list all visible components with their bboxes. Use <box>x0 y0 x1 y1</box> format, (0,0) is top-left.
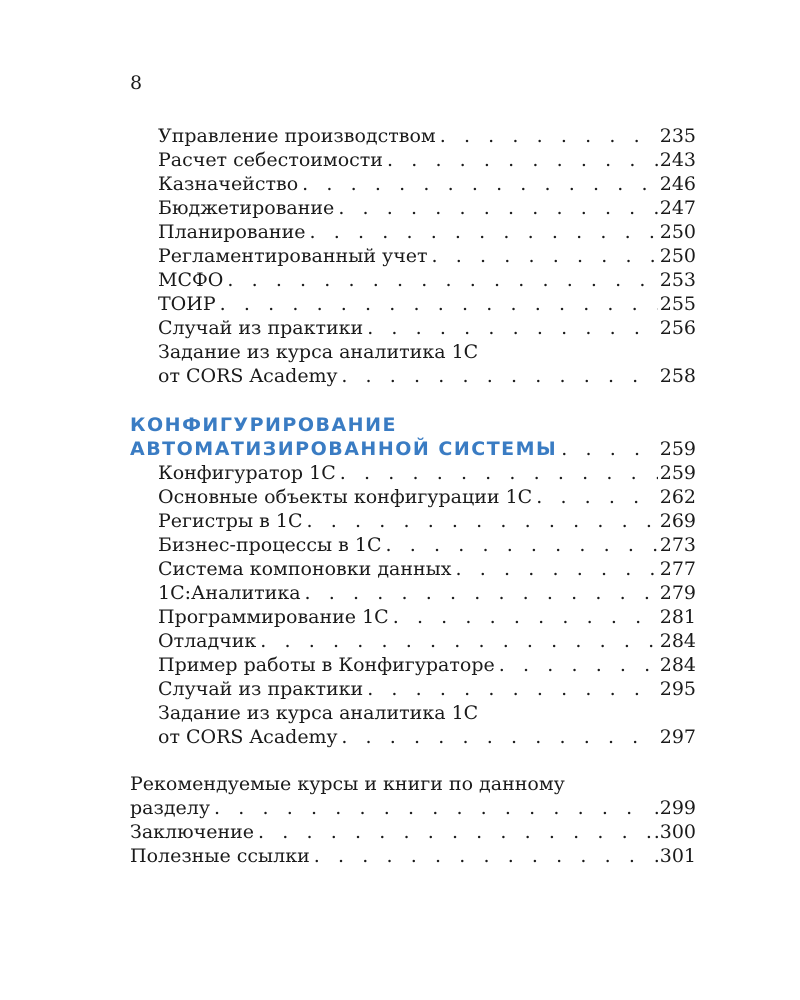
dot-leader <box>223 268 657 292</box>
toc-entry[interactable] <box>158 292 696 316</box>
toc-entry-title: Регистры в 1С <box>158 510 303 532</box>
section-heading-line1: КОНФИГУРИРОВАНИЕ <box>130 414 397 436</box>
toc-entry-page: 258 <box>659 365 696 387</box>
toc-entry[interactable] <box>158 148 696 172</box>
toc-entry[interactable] <box>158 485 696 509</box>
section-heading-line2: АВТОМАТИЗИРОВАННОЙ СИСТЕМЫ <box>130 438 558 460</box>
toc-entry-title: Отладчик <box>158 630 257 652</box>
toc-entry-page: 277 <box>659 558 696 580</box>
toc-entry-page: 295 <box>659 678 696 700</box>
dot-leader <box>336 461 658 485</box>
toc-entry-title: МСФО <box>158 269 224 291</box>
toc-entry-page: 297 <box>659 726 696 748</box>
toc-entry[interactable] <box>158 581 696 605</box>
toc-entry-title: Планирование <box>158 221 306 243</box>
toc-entry-page: 281 <box>659 606 696 628</box>
section-heading[interactable] <box>130 437 696 461</box>
toc-entry[interactable] <box>158 172 696 196</box>
dot-leader <box>495 653 658 677</box>
toc-entry[interactable] <box>158 629 696 653</box>
toc-entry-title: Случай из практики <box>158 317 364 339</box>
toc-entry[interactable] <box>158 220 696 244</box>
toc-group-2 <box>0 461 800 701</box>
dot-leader <box>532 485 658 509</box>
toc-entry-title: Управление производством <box>158 125 436 147</box>
dot-leader <box>306 220 658 244</box>
toc-entry[interactable] <box>158 364 696 388</box>
toc-entry-title: Бюджетирование <box>158 197 335 219</box>
toc-entry[interactable] <box>158 316 696 340</box>
toc-entry-title: от CORS Academy <box>158 726 338 748</box>
toc-entry-title: разделу <box>130 797 211 819</box>
dot-leader <box>256 629 657 653</box>
toc-entry-title: Основные объекты конфигурации 1С <box>158 486 533 508</box>
toc-entry-page: 247 <box>659 197 696 219</box>
dot-leader <box>216 292 658 316</box>
dot-leader <box>452 557 658 581</box>
toc-entry-recommended[interactable] <box>130 796 696 820</box>
dot-leader <box>310 844 652 868</box>
toc-entry-links[interactable] <box>130 844 696 868</box>
toc-entry-page: 269 <box>659 510 696 532</box>
dot-leader <box>436 124 658 148</box>
toc-entry[interactable] <box>158 533 696 557</box>
toc-entry[interactable] <box>158 725 696 749</box>
toc-entry-page: .299 <box>653 797 696 819</box>
toc-entry-title: Программирование 1С <box>158 606 389 628</box>
dot-leader <box>337 364 657 388</box>
dot-leader <box>298 172 658 196</box>
toc-entry-page: 259 <box>659 462 696 484</box>
dot-leader <box>363 316 658 340</box>
toc-entry-page: 256 <box>659 317 696 339</box>
toc-entry-title: Расчет себестоимости <box>158 149 383 171</box>
toc-entry-title: Полезные ссылки <box>130 845 310 867</box>
toc-entry-page: 273 <box>659 534 696 556</box>
toc-entry-title: от CORS Academy <box>158 365 338 387</box>
toc-entry[interactable] <box>158 557 696 581</box>
toc-entry[interactable] <box>158 268 696 292</box>
dot-leader <box>303 509 658 533</box>
toc-entry-page: 279 <box>659 582 696 604</box>
toc-entry[interactable] <box>158 196 696 220</box>
dot-leader <box>301 581 658 605</box>
toc-entry-page: 284 <box>659 630 696 652</box>
toc-entry[interactable] <box>158 677 696 701</box>
dot-leader <box>383 148 658 172</box>
toc-entry-title: Бизнес-процессы в 1С <box>158 534 382 556</box>
dot-leader <box>382 533 658 557</box>
dot-leader <box>254 820 652 844</box>
toc-entry-title-line1: Задание из курса аналитика 1С <box>158 341 479 363</box>
toc-entry[interactable] <box>158 653 696 677</box>
dot-leader <box>337 725 657 749</box>
toc-entry[interactable] <box>158 509 696 533</box>
toc-entry-page: 253 <box>659 269 696 291</box>
toc-entry[interactable] <box>158 124 696 148</box>
toc-entry-page: .300 <box>653 821 696 843</box>
toc-entry-page: 284 <box>659 654 696 676</box>
toc-entry-title: Пример работы в Конфигураторе <box>158 654 495 676</box>
toc-entry-title: Заключение <box>130 821 255 843</box>
toc-entry-page: 243 <box>659 149 696 171</box>
toc-entry-page: .301 <box>653 845 696 867</box>
toc-entry-title-line1: Задание из курса аналитика 1С <box>158 702 479 724</box>
toc-entry[interactable] <box>158 244 696 268</box>
dot-leader <box>334 196 657 220</box>
dot-leader <box>363 677 658 701</box>
toc-entry[interactable] <box>158 461 696 485</box>
toc-entry-title: Регламентированный учет <box>158 245 428 267</box>
toc-entry-page: 255 <box>659 293 696 315</box>
toc-entry-page: 250 <box>659 245 696 267</box>
toc-entry-page: 235 <box>659 125 696 147</box>
toc-entry-title-line1: Рекомендуемые курсы и книги по данному <box>130 773 565 795</box>
toc-entry-title: Казначейство <box>158 173 299 195</box>
section-heading-page: 259 <box>659 438 696 460</box>
toc-entry-title: Случай из практики <box>158 678 364 700</box>
toc-entry-page: 246 <box>659 173 696 195</box>
toc-entry[interactable] <box>158 605 696 629</box>
toc-entry-page: 250 <box>659 221 696 243</box>
dot-leader <box>557 437 658 461</box>
toc-entry-title: 1С:Аналитика <box>158 582 301 604</box>
toc-group-1 <box>0 124 800 340</box>
toc-entry-conclusion[interactable] <box>130 820 696 844</box>
table-of-contents <box>0 124 800 868</box>
dot-leader <box>389 605 658 629</box>
toc-entry-title: ТОИР <box>158 293 216 315</box>
dot-leader <box>210 796 652 820</box>
dot-leader <box>428 244 658 268</box>
toc-entry-title: Система компоновки данных <box>158 558 452 580</box>
toc-entry-title: Конфигуратор 1С <box>158 462 336 484</box>
toc-entry-page: 262 <box>659 486 696 508</box>
page-number: 8 <box>130 72 143 94</box>
